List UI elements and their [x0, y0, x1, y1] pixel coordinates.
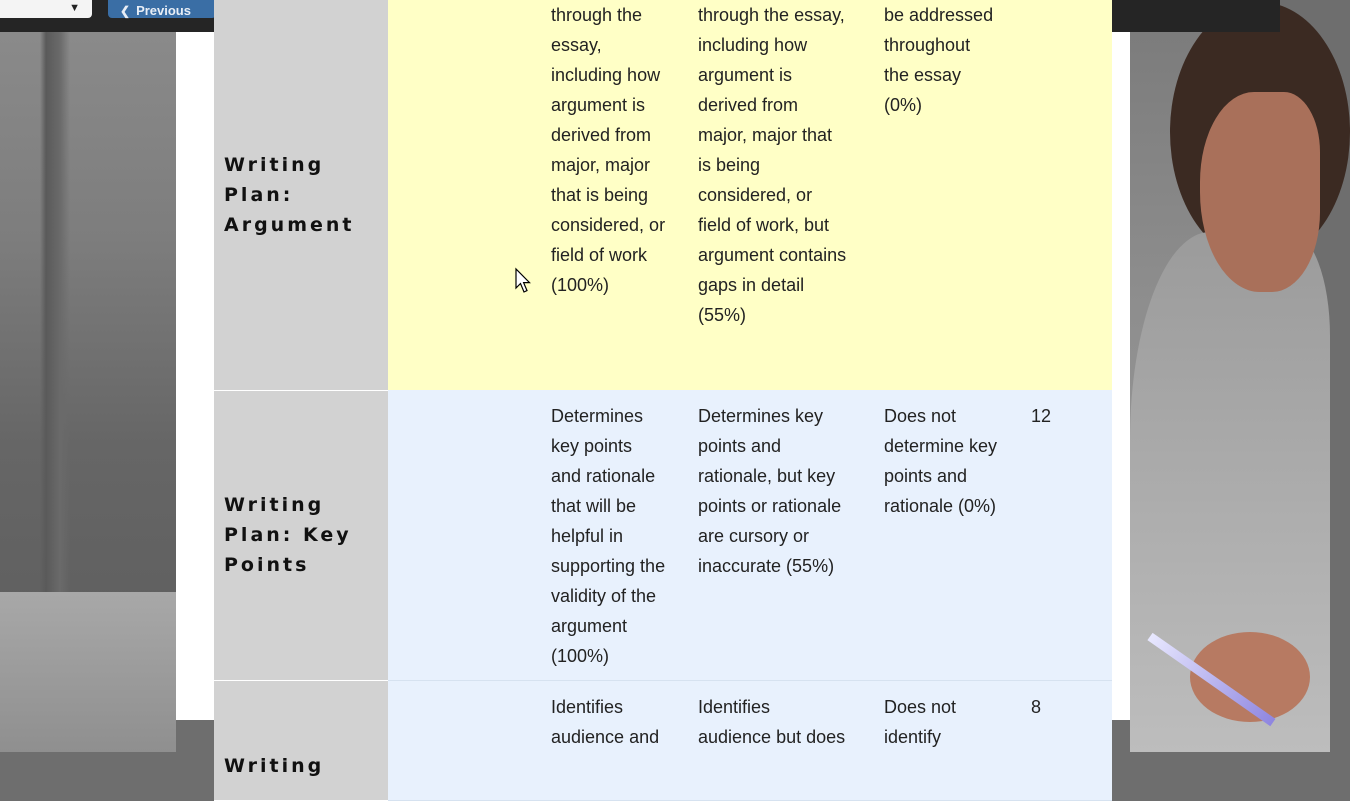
excellent-cell-text-line: that will be: [551, 496, 637, 516]
background-photo-left: [0, 32, 176, 720]
fair-cell-text-line: gaps in detail: [698, 275, 805, 295]
blank-cell: [388, 680, 551, 800]
poor-cell-text-line: the essay: [884, 65, 962, 85]
poor-cell-text: [884, 0, 1031, 120]
fair-cell-text-line: Identifies: [698, 696, 771, 717]
fair-cell-text-line: considered, or: [698, 185, 813, 205]
excellent-cell-text-line: that is being: [551, 185, 649, 205]
fair-cell-text-line: points or rationale: [698, 496, 842, 516]
fair-cell-text-line: inaccurate (55%): [698, 556, 835, 576]
background-photo-right: [1130, 32, 1280, 720]
criterion-label-line: Writing: [224, 153, 325, 176]
excellent-cell-text-line: essay,: [551, 35, 602, 55]
excellent-cell-text: [551, 0, 698, 300]
excellent-cell-text-line: considered, or: [551, 215, 666, 235]
fair-cell: [698, 0, 884, 390]
poor-cell: [884, 0, 1031, 390]
poor-cell-text-line: determine key: [884, 436, 998, 456]
mouse-cursor-icon: [515, 268, 531, 294]
excellent-cell-text-line: field of work: [551, 245, 648, 265]
excellent-cell-text-line: helpful in: [551, 526, 624, 546]
previous-button-label: Previous: [136, 3, 191, 18]
poor-cell: [884, 680, 1031, 800]
criterion-cell: [214, 680, 388, 800]
excellent-cell-text: [551, 401, 698, 671]
criterion-label-line: Argument: [224, 213, 355, 236]
fair-cell-text: [698, 692, 884, 752]
poor-cell-text-line: identify: [884, 726, 942, 747]
poor-cell-text-line: Does not: [884, 406, 957, 426]
excellent-cell-text-line: argument is: [551, 95, 646, 115]
rubric-row: [214, 390, 1112, 680]
fair-cell-text-line: argument is: [698, 65, 793, 85]
rubric-panel: [176, 5, 1130, 777]
blank-cell: [388, 0, 551, 390]
criterion-label-line: Writing: [224, 494, 325, 516]
points-cell: [1031, 0, 1112, 390]
fair-cell: [698, 680, 884, 800]
previous-button[interactable]: [108, 0, 216, 18]
poor-cell-text: [884, 401, 1031, 521]
fair-cell-text-line: is being: [698, 155, 761, 175]
poor-cell-text-line: Does not: [884, 696, 957, 717]
fair-cell-text-line: argument contains: [698, 245, 847, 265]
poor-cell-text-line: rationale (0%): [884, 496, 997, 516]
fair-cell-text-line: points and: [698, 436, 782, 456]
excellent-cell-text-line: major, major: [551, 155, 651, 175]
excellent-cell-text-line: through the: [551, 5, 643, 25]
excellent-cell-text-line: derived from: [551, 125, 652, 145]
fair-cell-text-line: field of work, but: [698, 215, 830, 235]
arrow-left-circle-icon: ❮: [120, 4, 131, 18]
poor-cell-text-line: (0%): [884, 95, 923, 115]
excellent-cell-text-line: Identifies: [551, 696, 624, 717]
points-value: 12: [1031, 406, 1052, 426]
excellent-cell-text-line: Determines: [551, 406, 644, 426]
fair-cell-text-line: including how: [698, 35, 808, 55]
criterion-label-line: Plan: Key: [224, 524, 352, 546]
fair-cell-text-line: rationale, but key: [698, 466, 836, 486]
excellent-cell-text-line: argument: [551, 616, 628, 636]
points-cell: [1031, 390, 1112, 680]
fair-cell-text: [698, 0, 884, 330]
excellent-cell: [551, 390, 698, 680]
excellent-cell-text-line: supporting the: [551, 556, 666, 576]
poor-cell-text-line: be addressed: [884, 5, 994, 25]
excellent-cell-text-line: and rationale: [551, 466, 656, 486]
excellent-cell-text-line: key points: [551, 436, 633, 456]
criterion-label-line: Writing: [224, 755, 325, 777]
fair-cell-text-line: derived from: [698, 95, 799, 115]
criterion-label: [214, 699, 388, 781]
criterion-label: [214, 150, 388, 240]
fair-cell-text-line: are cursory or: [698, 526, 810, 546]
poor-cell-text-line: throughout: [884, 35, 971, 55]
poor-cell: [884, 390, 1031, 680]
poor-cell-text: [884, 692, 1031, 752]
criterion-label-line: Plan:: [224, 183, 294, 206]
poor-cell-text-line: points and: [884, 466, 968, 486]
fair-cell-text-line: (55%): [698, 305, 747, 325]
fair-cell-text-line: major, major that: [698, 125, 833, 145]
excellent-cell-text-line: (100%): [551, 275, 610, 295]
excellent-cell-text-line: validity of the: [551, 586, 657, 606]
points-cell: [1031, 680, 1112, 800]
excellent-cell-text-line: (100%): [551, 646, 610, 666]
caret-down-icon: ▼: [69, 2, 80, 14]
points-value: 8: [1031, 696, 1042, 717]
fair-cell-text-line: audience but does: [698, 726, 846, 747]
fair-cell: [698, 390, 884, 680]
excellent-cell: [551, 0, 698, 390]
page-select-dropdown[interactable]: [0, 0, 92, 18]
fair-cell-text: [698, 401, 884, 581]
fair-cell-text-line: Determines key: [698, 406, 824, 426]
excellent-cell: [551, 680, 698, 800]
excellent-cell-text-line: audience and: [551, 726, 660, 747]
criterion-label-line: Points: [224, 554, 310, 576]
blank-cell: [388, 390, 551, 680]
criterion-cell: [214, 390, 388, 680]
excellent-cell-text: [551, 692, 698, 752]
criterion-cell: [214, 0, 388, 390]
fair-cell-text-line: through the essay,: [698, 5, 845, 25]
excellent-cell-text-line: including how: [551, 65, 661, 85]
rubric-table: [214, 0, 1112, 801]
criterion-label: [214, 490, 388, 580]
rubric-row: [214, 0, 1112, 390]
rubric-row: [214, 680, 1112, 800]
